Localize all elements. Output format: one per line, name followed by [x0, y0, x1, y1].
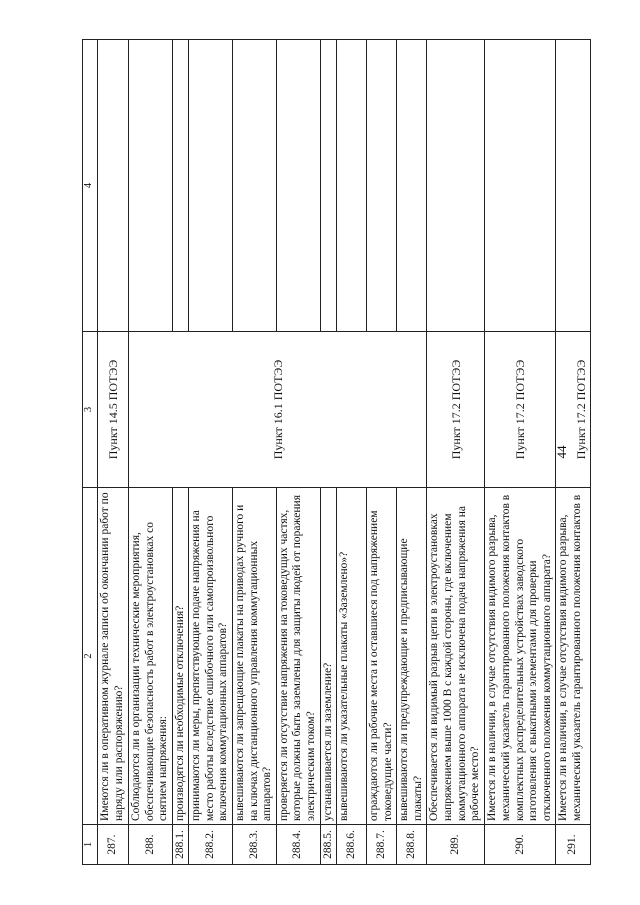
table-row	[485, 40, 556, 865]
item-number: 288.4.	[276, 825, 320, 865]
item-number: 288.1.	[172, 825, 189, 865]
reference: Пункт 17.2 ПОТЭЭ	[427, 332, 485, 488]
answer-cell	[129, 40, 173, 332]
item-number: 287.	[98, 825, 129, 865]
table-row	[556, 40, 591, 865]
answer-cell	[556, 40, 591, 332]
item-number: 288.8.	[397, 825, 427, 865]
reference: Пункт 17.2 ПОТЭЭ	[485, 332, 556, 488]
column-header-1: 1	[83, 825, 98, 865]
item-number: 288.3.	[232, 825, 276, 865]
reference: Пункт 17.2 ПОТЭЭ	[556, 332, 591, 488]
item-number: 290.	[485, 825, 556, 865]
answer-cell	[98, 40, 129, 332]
item-number: 288.5.	[320, 825, 337, 865]
question-text: ограждаются ли рабочие места и оставшиеся под напряжением токоведущие части?	[367, 488, 397, 825]
question-text: Имеются ли в оперативном журнале записи об окончании работ по наряду или распоряжению?	[98, 488, 129, 825]
question-text: Имеется ли в наличии, в случае отсутствия видимого разрыва, механический указатель гарантированного положения контактов в	[556, 488, 591, 825]
header-row	[83, 40, 98, 865]
table-row	[427, 40, 485, 865]
answer-cell	[276, 40, 320, 332]
answer-cell	[172, 40, 189, 332]
column-header-2: 2	[83, 488, 98, 825]
answer-cell	[427, 40, 485, 332]
question-text: Соблюдаются ли в организации технические мероприятия, обеспечивающие безопасность работ в электроустановках со снятием напряжения:	[129, 488, 173, 825]
item-number: 288.7.	[367, 825, 397, 865]
item-number: 288.	[129, 825, 173, 865]
answer-cell	[337, 40, 367, 332]
question-text: проверяется ли отсутствие напряжения на токоведущих частях, которые должны быть заземлены для защиты людей от поражения электрическим током?	[276, 488, 320, 825]
table-row	[98, 40, 129, 865]
question-text: производятся ли необходимые отключения?	[172, 488, 189, 825]
checklist-table	[82, 39, 591, 865]
answer-cell	[397, 40, 427, 332]
question-text: Обеспечивается ли видимый разрыв цепи в электроустановках напряжением выше 1000 В с каждой стороны, где включением коммутационного аппарата не исключена подача напряжения на рабочее место?	[427, 488, 485, 825]
question-text: вывешиваются ли предупреждающие и предписывающие плакаты?	[397, 488, 427, 825]
answer-cell	[320, 40, 337, 332]
reference: Пункт 14.5 ПОТЭЭ	[98, 332, 129, 488]
item-number: 288.2.	[189, 825, 233, 865]
item-number: 288.6.	[337, 825, 367, 865]
question-text: вывешиваются ли запрещающие плакаты на приводах ручного и на ключах дистанционного управления коммутационных аппаратов?	[232, 488, 276, 825]
item-number: 291.	[556, 825, 591, 865]
column-header-4: 4	[83, 40, 98, 332]
answer-cell	[367, 40, 397, 332]
answer-cell	[232, 40, 276, 332]
reference: Пункт 16.1 ПОТЭЭ	[129, 332, 427, 488]
page-number: 44	[554, 445, 569, 459]
answer-cell	[189, 40, 233, 332]
question-text: Имеется ли в наличии, в случае отсутствия видимого разрыва, механический указатель гарантированного положения контактов в комплектных распределительных устройствах заводского изготовления с выкатными элементами для проверки отключенного положения коммутационного аппарата?	[485, 488, 556, 825]
question-text: принимаются ли меры, препятствующие подаче напряжения на место работы вследствие ошибочного или самопроизвольного включения коммутационных аппаратов?	[189, 488, 233, 825]
question-text: устанавливается ли заземление?	[320, 488, 337, 825]
question-text: вывешиваются ли указательные плакаты «Заземлено»?	[337, 488, 367, 825]
table-row	[129, 40, 173, 865]
answer-cell	[485, 40, 556, 332]
column-header-3: 3	[83, 332, 98, 488]
item-number: 289.	[427, 825, 485, 865]
